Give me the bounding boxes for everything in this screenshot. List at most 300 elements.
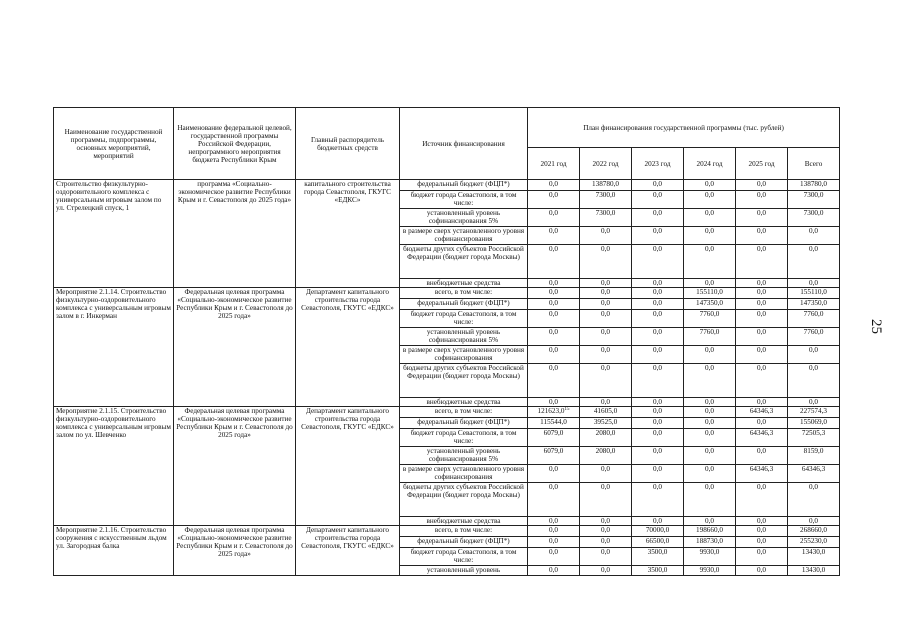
total-value <box>788 279 840 288</box>
year-value <box>632 465 684 483</box>
header-plan: План финансирования государственной программы (тыс. рублей) <box>528 108 840 148</box>
table-body <box>54 180 840 576</box>
year-value <box>632 418 684 429</box>
cell-value: 0,0 <box>549 465 558 473</box>
cell-value: 0,0 <box>601 288 610 296</box>
cell-value: 0,0 <box>653 407 662 415</box>
funding-source: внебюджетные средства <box>400 398 528 407</box>
cell-value: 0,0 <box>549 346 558 354</box>
cell-value: 64346,3 <box>749 465 774 473</box>
cell-value: 198660,0 <box>696 526 723 534</box>
cell-value: 0,0 <box>601 517 610 525</box>
year-value <box>528 517 580 526</box>
cell-value: 0,0 <box>653 517 662 525</box>
header-year: 2021 год <box>528 148 580 180</box>
cell-value: 0,0 <box>809 245 819 253</box>
year-value <box>684 465 736 483</box>
year-value <box>684 346 736 364</box>
header-total: Всего <box>788 148 840 180</box>
funding-source: бюджет города Севастополя, в том числе: <box>400 191 528 209</box>
funding-source: бюджеты других субъектов Российской Федерации (бюджет города Москвы) <box>400 364 528 398</box>
cell-value: 0,0 <box>809 227 819 235</box>
year-value <box>580 299 632 310</box>
cell-value: 7300,0 <box>803 209 824 217</box>
funding-source: в размере сверх установленного уровня софинансирования <box>400 346 528 364</box>
year-value <box>580 180 632 191</box>
table-row <box>54 526 840 537</box>
cell-value: 0,0 <box>705 407 714 415</box>
year-value <box>580 398 632 407</box>
funding-source: бюджет города Севастополя, в том числе: <box>400 429 528 447</box>
cell-value: 0,0 <box>601 548 610 556</box>
distributor: капитального строительства города Севастополя, ГКУГС «ЕДКС» <box>296 180 400 288</box>
cell-value: 0,0 <box>601 346 610 354</box>
cell-value: 227574,3 <box>800 407 827 415</box>
funding-source: федеральный бюджет (ФЦП*) <box>400 180 528 191</box>
cell-value: 0,0 <box>653 288 662 296</box>
header-year: 2023 год <box>632 148 684 180</box>
cell-value: 0,0 <box>809 346 819 354</box>
year-value <box>632 227 684 245</box>
cell-value: 0,0 <box>757 548 766 556</box>
cell-value: 7760,0 <box>699 328 720 336</box>
total-value <box>788 407 840 418</box>
cell-value: 41605,0 <box>593 407 618 415</box>
year-value <box>580 245 632 279</box>
year-value <box>580 364 632 398</box>
year-value <box>528 310 580 328</box>
cell-value: 0,0 <box>809 279 819 287</box>
year-value <box>684 180 736 191</box>
page-number: 25 <box>868 319 884 334</box>
year-value <box>632 180 684 191</box>
total-value <box>788 548 840 566</box>
funding-source: внебюджетные средства <box>400 517 528 526</box>
cell-value: 0,0 <box>549 310 558 318</box>
year-value <box>684 245 736 279</box>
cell-value: 138780,0 <box>800 180 827 188</box>
funding-source: бюджет города Севастополя, в том числе: <box>400 310 528 328</box>
year-value <box>528 465 580 483</box>
year-value <box>736 398 788 407</box>
cell-value: 2080,0 <box>595 447 616 455</box>
year-value <box>528 227 580 245</box>
year-value <box>736 483 788 517</box>
cell-value: 0,0 <box>705 227 714 235</box>
cell-value: 70000,0 <box>645 526 670 534</box>
funding-source: в размере сверх установленного уровня софинансирования <box>400 465 528 483</box>
year-value <box>580 517 632 526</box>
cell-value: 0,0 <box>757 310 766 318</box>
year-value <box>528 483 580 517</box>
cell-value: 64346,3 <box>801 465 826 473</box>
funding-source: всего, в том числе: <box>400 288 528 299</box>
table-row <box>54 288 840 299</box>
funding-source: всего, в том числе: <box>400 407 528 418</box>
program-name: Мероприятие 2.1.14. Строительство физкультурно-оздоровительного комплекса с универсальным игровым залом в г. Инкерман <box>54 288 174 407</box>
year-value <box>632 299 684 310</box>
total-value <box>788 526 840 537</box>
cell-value: 0,0 <box>549 398 558 406</box>
cell-value: 66500,0 <box>645 537 670 545</box>
year-value <box>736 245 788 279</box>
year-value <box>736 227 788 245</box>
cell-value: 0,0 <box>653 279 662 287</box>
funding-source: внебюджетные средства <box>400 279 528 288</box>
total-value <box>788 346 840 364</box>
cell-value: 0,0 <box>705 429 714 437</box>
cell-value: 0,0 <box>549 566 558 574</box>
cell-value: 6079,0 <box>543 447 564 455</box>
cell-value: 0,0 <box>653 245 662 253</box>
year-value <box>580 288 632 299</box>
year-value <box>632 328 684 346</box>
funding-source: установленный уровень софинансирования 5% <box>400 209 528 227</box>
year-value <box>580 227 632 245</box>
year-value <box>632 346 684 364</box>
funding-source: бюджеты других субъектов Российской Федерации (бюджет города Москвы) <box>400 483 528 517</box>
cell-value: 0,0 <box>653 364 662 372</box>
cell-value: 115544,0 <box>540 418 567 426</box>
cell-value: 0,0 <box>705 209 714 217</box>
year-value <box>684 328 736 346</box>
total-value <box>788 537 840 548</box>
cell-value: 0,0 <box>757 364 766 372</box>
cell-value: 0,0 <box>653 310 662 318</box>
year-value <box>632 548 684 566</box>
year-value <box>528 346 580 364</box>
header-program-name: Наименование государственной программы, подпрограммы, основных мероприятий, мероприятий <box>54 108 174 180</box>
cell-value: 255230,0 <box>800 537 827 545</box>
cell-value: 3500,0 <box>647 566 668 574</box>
cell-value: 0,0 <box>549 245 558 253</box>
federal-program: программа «Социально-экономическое развитие Республики Крым и г. Севастополя до 2025 года» <box>174 180 296 288</box>
cell-value: 0,0 <box>601 566 610 574</box>
funding-source: бюджеты других субъектов Российской Федерации (бюджет города Москвы) <box>400 245 528 279</box>
cell-value: 0,0 <box>757 346 766 354</box>
year-value <box>684 310 736 328</box>
cell-value: 155069,0 <box>800 418 827 426</box>
cell-value: 0,0 <box>757 180 766 188</box>
table-row <box>54 180 840 191</box>
year-value <box>632 191 684 209</box>
federal-program: Федеральная целевая программа «Социально-экономическое развитие Республики Крым и г. Севастополя до 2025 года» <box>174 288 296 407</box>
year-value <box>580 407 632 418</box>
cell-value: 39525,0 <box>593 418 618 426</box>
cell-value: 0,0 <box>757 447 766 455</box>
cell-value: 7760,0 <box>803 328 824 336</box>
year-value <box>684 548 736 566</box>
cell-value: 7760,0 <box>699 310 720 318</box>
cell-value: 0,0 <box>601 328 610 336</box>
cell-value: 0,0 <box>601 279 610 287</box>
year-value <box>684 209 736 227</box>
year-value <box>528 364 580 398</box>
year-value <box>684 418 736 429</box>
cell-value: 0,0 <box>601 299 610 307</box>
cell-value: 0,0 <box>653 465 662 473</box>
cell-value: 0,0 <box>705 279 714 287</box>
year-value <box>736 209 788 227</box>
cell-value: 6079,0 <box>543 429 564 437</box>
year-value <box>580 310 632 328</box>
cell-value: 121623,0 <box>537 407 565 415</box>
year-value <box>632 447 684 465</box>
cell-value: 0,0 <box>653 418 662 426</box>
cell-value: 64346,3 <box>749 429 774 437</box>
year-value <box>736 407 788 418</box>
cell-value: 0,0 <box>757 566 766 574</box>
year-value <box>632 279 684 288</box>
funding-source: установленный уровень софинансирования 5% <box>400 447 528 465</box>
total-value <box>788 447 840 465</box>
year-value <box>580 465 632 483</box>
total-value <box>788 288 840 299</box>
year-value <box>528 288 580 299</box>
cell-value: 0,0 <box>653 227 662 235</box>
cell-value: 13430,0 <box>801 566 826 574</box>
cell-value: 138780,0 <box>592 180 619 188</box>
cell-value: 72505,3 <box>801 429 826 437</box>
cell-value: 0,0 <box>653 180 662 188</box>
year-value <box>632 398 684 407</box>
year-value <box>632 245 684 279</box>
cell-value: 268660,0 <box>800 526 827 534</box>
year-value <box>736 548 788 566</box>
year-value <box>528 548 580 566</box>
year-value <box>684 227 736 245</box>
cell-value: 0,0 <box>549 227 558 235</box>
cell-value: 0,0 <box>653 447 662 455</box>
year-value <box>632 209 684 227</box>
year-value <box>684 288 736 299</box>
header-source: Источник финансирования <box>400 108 528 180</box>
year-value <box>736 310 788 328</box>
cell-value: 147350,0 <box>800 299 827 307</box>
financing-table <box>53 107 840 576</box>
total-value <box>788 483 840 517</box>
year-value <box>736 299 788 310</box>
year-value <box>684 279 736 288</box>
year-value <box>528 429 580 447</box>
year-value <box>632 526 684 537</box>
year-value <box>684 483 736 517</box>
program-name: Строительство физкультурно-оздоровительного комплекса с универсальным игровым залом по ул. Стрелецкий спуск, 1 <box>54 180 174 288</box>
year-value <box>528 279 580 288</box>
year-value <box>580 346 632 364</box>
year-value <box>736 465 788 483</box>
distributor: Департамент капитального строительства города Севастополя, ГКУГС «ЕДКС» <box>296 288 400 407</box>
year-value <box>632 566 684 576</box>
year-value <box>736 566 788 576</box>
funding-source: установленный уровень <box>400 566 528 576</box>
cell-value: 0,0 <box>549 209 558 217</box>
cell-value: 7300,0 <box>595 191 616 199</box>
cell-value: 0,0 <box>549 364 558 372</box>
cell-value: 0,0 <box>757 483 766 491</box>
cell-value: 0,0 <box>705 364 714 372</box>
header-year: 2025 год <box>736 148 788 180</box>
year-value <box>736 447 788 465</box>
total-value <box>788 227 840 245</box>
cell-value: 0,0 <box>757 517 766 525</box>
cell-value: 0,0 <box>705 483 714 491</box>
year-value <box>528 407 580 418</box>
cell-value: 9930,0 <box>699 566 720 574</box>
cell-value: 0,0 <box>705 465 714 473</box>
cell-value: 0,0 <box>653 328 662 336</box>
cell-value: 0,0 <box>653 429 662 437</box>
header-federal-program: Наименование федеральной целевой, государственной программы Российской Федерации, непрограммного мероприятия бюджета Республики Крым <box>174 108 296 180</box>
total-value <box>788 398 840 407</box>
year-value <box>632 364 684 398</box>
cell-value: 0,0 <box>757 299 766 307</box>
cell-value: 0,0 <box>601 465 610 473</box>
cell-value: 7300,0 <box>803 191 824 199</box>
year-value <box>684 398 736 407</box>
cell-value: 0,0 <box>549 548 558 556</box>
year-value <box>528 209 580 227</box>
cell-value: 0,0 <box>757 418 766 426</box>
cell-value: 0,0 <box>705 398 714 406</box>
cell-value: 0,0 <box>757 191 766 199</box>
cell-value: 7760,0 <box>803 310 824 318</box>
cell-value: 0,0 <box>757 328 766 336</box>
total-value <box>788 328 840 346</box>
cell-value: 0,0 <box>653 483 662 491</box>
table-row <box>54 407 840 418</box>
cell-value: 0,0 <box>601 537 610 545</box>
year-value <box>580 191 632 209</box>
year-value <box>736 288 788 299</box>
year-value <box>528 398 580 407</box>
year-value <box>580 209 632 227</box>
total-value <box>788 310 840 328</box>
year-value <box>684 517 736 526</box>
total-value <box>788 566 840 576</box>
year-value <box>736 418 788 429</box>
year-value <box>580 447 632 465</box>
year-value <box>632 429 684 447</box>
year-value <box>632 288 684 299</box>
year-value <box>580 328 632 346</box>
year-value <box>528 447 580 465</box>
distributor: Департамент капитального строительства города Севастополя, ГКУГС «ЕДКС» <box>296 526 400 576</box>
year-value <box>528 566 580 576</box>
cell-value: 0,0 <box>705 447 714 455</box>
cell-value: 155110,0 <box>696 288 723 296</box>
cell-value: 0,0 <box>549 299 558 307</box>
federal-program: Федеральная целевая программа «Социально-экономическое развитие Республики Крым и г. Севастополя до 2025 года» <box>174 526 296 576</box>
cell-value: 0,0 <box>549 279 558 287</box>
total-value <box>788 245 840 279</box>
total-value <box>788 364 840 398</box>
cell-value: 64346,3 <box>749 407 774 415</box>
funding-source: в размере сверх установленного уровня софинансирования <box>400 227 528 245</box>
year-value <box>528 537 580 548</box>
year-value <box>632 310 684 328</box>
year-value <box>736 328 788 346</box>
year-value <box>632 517 684 526</box>
year-value <box>736 537 788 548</box>
federal-program: Федеральная целевая программа «Социально-экономическое развитие Республики Крым и г. Севастополя до 2025 года» <box>174 407 296 526</box>
year-value <box>580 537 632 548</box>
funding-source: всего, в том числе: <box>400 526 528 537</box>
year-value <box>528 245 580 279</box>
cell-value: 7300,0 <box>595 209 616 217</box>
year-value <box>580 418 632 429</box>
funding-source: бюджет города Севастополя, в том числе: <box>400 548 528 566</box>
cell-value: 0,0 <box>757 245 766 253</box>
cell-value: 3500,0 <box>647 548 668 556</box>
cell-value: 0,0 <box>549 517 558 525</box>
total-value <box>788 429 840 447</box>
year-value <box>580 279 632 288</box>
cell-value: 0,0 <box>757 209 766 217</box>
year-value <box>684 407 736 418</box>
cell-value: 0,0 <box>809 483 819 491</box>
funding-source: федеральный бюджет (ФЦП*) <box>400 418 528 429</box>
cell-value: 0,0 <box>757 526 766 534</box>
cell-value: 0,0 <box>757 537 766 545</box>
cell-value: 0,0 <box>757 279 766 287</box>
year-value <box>632 483 684 517</box>
cell-value: 2080,0 <box>595 429 616 437</box>
cell-value: 0,0 <box>601 483 610 491</box>
year-value <box>528 328 580 346</box>
year-value <box>580 548 632 566</box>
cell-value: 0,0 <box>653 346 662 354</box>
cell-value: 0,0 <box>549 328 558 336</box>
cell-value: 0,0 <box>705 418 714 426</box>
total-value <box>788 191 840 209</box>
year-value <box>580 483 632 517</box>
cell-value: 0,0 <box>705 180 714 188</box>
cell-value: 0,0 <box>653 299 662 307</box>
cell-value: 13430,0 <box>801 548 826 556</box>
program-name: Мероприятие 2.1.16. Строительство сооружения с искусственным льдом ул. Загородная балка <box>54 526 174 576</box>
year-value <box>736 429 788 447</box>
cell-value: 0,0 <box>601 227 610 235</box>
year-value <box>580 566 632 576</box>
year-value <box>632 537 684 548</box>
cell-value: 0,0 <box>601 526 610 534</box>
cell-value: 0,0 <box>549 537 558 545</box>
year-value <box>580 526 632 537</box>
cell-value: 9930,0 <box>699 548 720 556</box>
cell-value: 0,0 <box>757 227 766 235</box>
cell-value: 0,0 <box>601 310 610 318</box>
year-value <box>684 447 736 465</box>
year-value <box>736 191 788 209</box>
cell-value: 147350,0 <box>696 299 723 307</box>
year-value <box>736 517 788 526</box>
total-value <box>788 465 840 483</box>
year-value <box>684 299 736 310</box>
cell-value: 0,0 <box>757 398 766 406</box>
header-distributor: Главный распорядитель бюджетных средств <box>296 108 400 180</box>
cell-value: 188730,0 <box>696 537 723 545</box>
total-value <box>788 209 840 227</box>
year-value <box>528 191 580 209</box>
year-value <box>736 346 788 364</box>
cell-value: 0,0 <box>653 398 662 406</box>
header-year: 2024 год <box>684 148 736 180</box>
header-year: 2022 год <box>580 148 632 180</box>
cell-value: 8159,0 <box>803 447 824 455</box>
total-value <box>788 180 840 191</box>
year-value <box>684 429 736 447</box>
